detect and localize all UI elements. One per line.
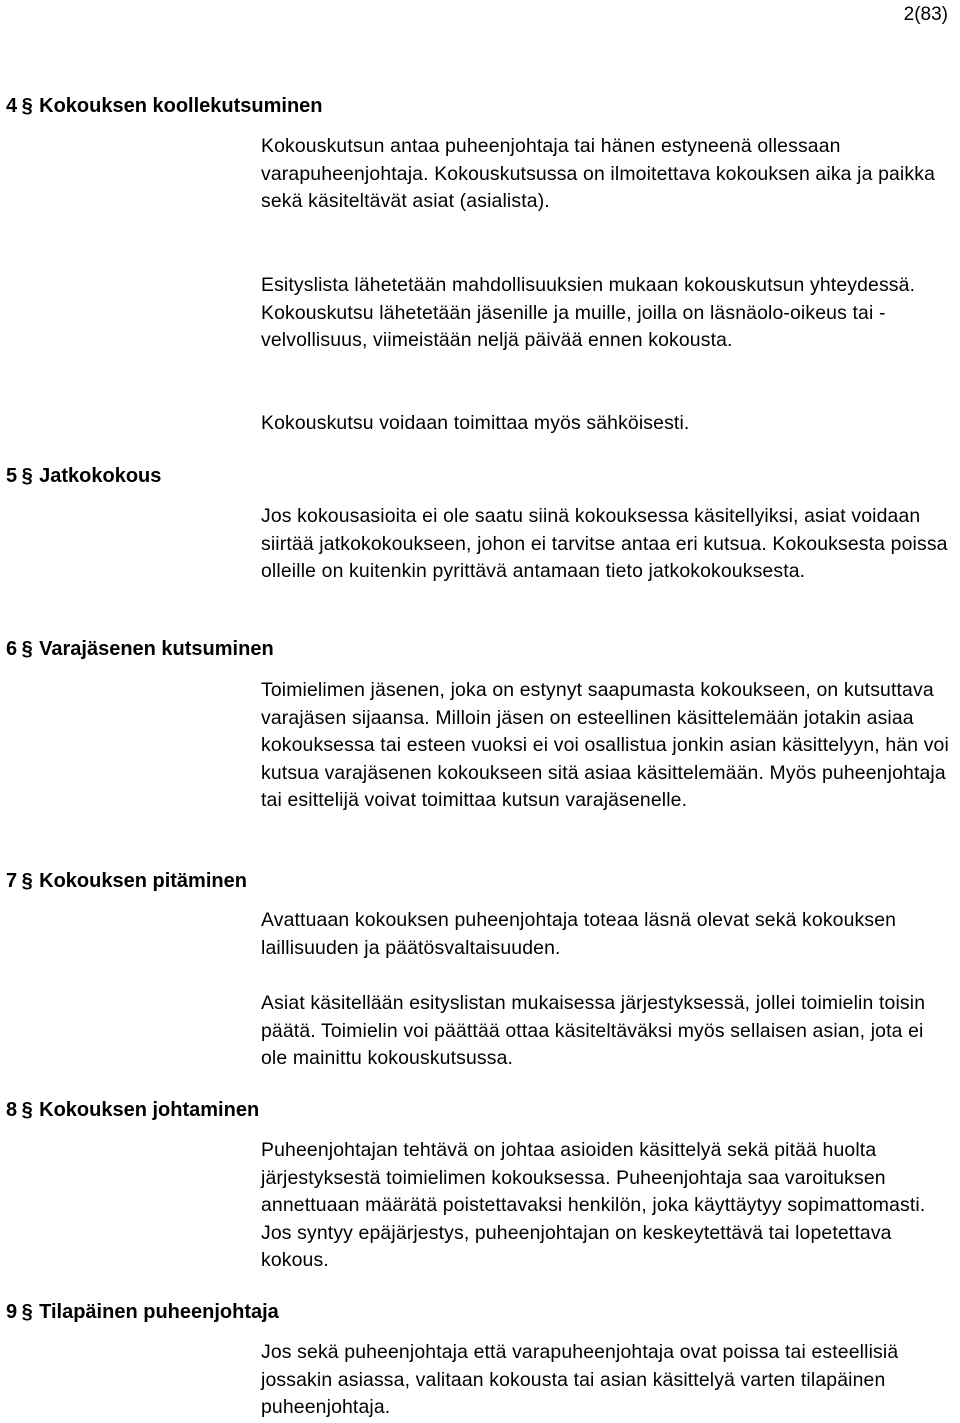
section-sign-icon: § [21,870,33,892]
section-heading-8 [6,1098,259,1122]
section-number: 5 [6,465,18,487]
section-heading-7 [6,869,247,893]
section-heading-9 [6,1300,279,1324]
section-heading-5 [6,464,161,488]
section-title: Kokouksen koollekutsuminen [39,95,323,117]
section-number: 6 [6,638,18,660]
section-sign-icon: § [21,1301,33,1323]
section-sign-icon: § [21,465,33,487]
section-number: 4 [6,95,18,117]
section-4-paragraph-1: Kokouskutsun antaa puheenjohtaja tai hänen estyneenä ollessaan varapuheenjohtaja. Kokouskutsussa on ilmoitettava kokouksen aika ja paikka sekä käsiteltävät asiat (asialista). [261,135,936,213]
section-number: 7 [6,870,18,892]
section-sign-icon: § [21,1099,33,1121]
page-number: 2(83) [903,4,948,25]
section-sign-icon: § [21,638,33,660]
section-4-paragraph-2: Esityslista lähetetään mahdollisuuksien mukaan kokouskutsun yhteydessä. Kokouskutsu lähetetään jäsenille ja muille, joilla on läsnäolo-oikeus tai -velvollisuus, viimeistään neljä päivää ennen kokousta. [261,274,916,352]
section-7-paragraph-1: Avattuaan kokouksen puheenjohtaja toteaa läsnä olevat sekä kokouksen laillisuuden ja päätösvaltaisuuden. [261,909,897,959]
section-sign-icon: § [21,95,33,117]
section-6-paragraph-1: Toimielimen jäsenen, joka on estynyt saapumasta kokoukseen, on kutsuttava varajäsen sijaansa. Milloin jäsen on esteellinen käsittelemään jotakin asiaa kokouksessa tai esteen vuoksi ei voi osallistua jonkin asian käsittelyyn, hän voi kutsua varajäsenen kokoukseen sitä asiaa käsittelemään. Myös puheenjohtaja tai esittelijä voivat toimittaa kutsun varajäsenelle. [261,679,949,812]
section-number: 8 [6,1099,18,1121]
section-heading-4 [6,94,323,118]
section-title: Kokouksen johtaminen [39,1099,260,1121]
section-title: Tilapäinen puheenjohtaja [39,1301,279,1323]
section-number: 9 [6,1301,18,1323]
section-7-paragraph-2: Asiat käsitellään esityslistan mukaisessa järjestyksessä, jollei toimielin toisin päätä. Toimielin voi päättää ottaa käsiteltäväksi myös sellaisen asian, jota ei ole mainittu kokouskutsussa. [261,992,926,1070]
section-title: Varajäsenen kutsuminen [39,638,274,660]
section-8-paragraph-1: Puheenjohtajan tehtävä on johtaa asioiden käsittelyä sekä pitää huolta järjestyksestä toimielimen kokouksessa. Puheenjohtaja saa varoituksen annettuaan määrätä poistettavaksi henkilön, joka käyttäytyy sopimattomasti. Jos syntyy epäjärjestys, puheenjohtajan on keskeytettävä tai lopetettava kokous. [261,1139,926,1272]
section-title: Jatkokokous [39,465,162,487]
section-heading-6 [6,637,274,661]
section-5-paragraph-1: Jos kokousasioita ei ole saatu siinä kokouksessa käsitellyiksi, asiat voidaan siirtää jatkokokoukseen, johon ei tarvitse antaa eri kutsua. Kokouksesta poissa olleille on kuitenkin pyrittävä antamaan tieto jatkokokouksesta. [261,505,948,583]
section-title: Kokouksen pitäminen [39,870,247,892]
section-4-paragraph-3: Kokouskutsu voidaan toimittaa myös sähköisesti. [261,412,690,434]
section-9-paragraph-1: Jos sekä puheenjohtaja että varapuheenjohtaja ovat poissa tai esteellisiä jossakin asiassa, valitaan kokousta tai asian käsittelyä varten tilapäinen puheenjohtaja. [261,1341,899,1419]
